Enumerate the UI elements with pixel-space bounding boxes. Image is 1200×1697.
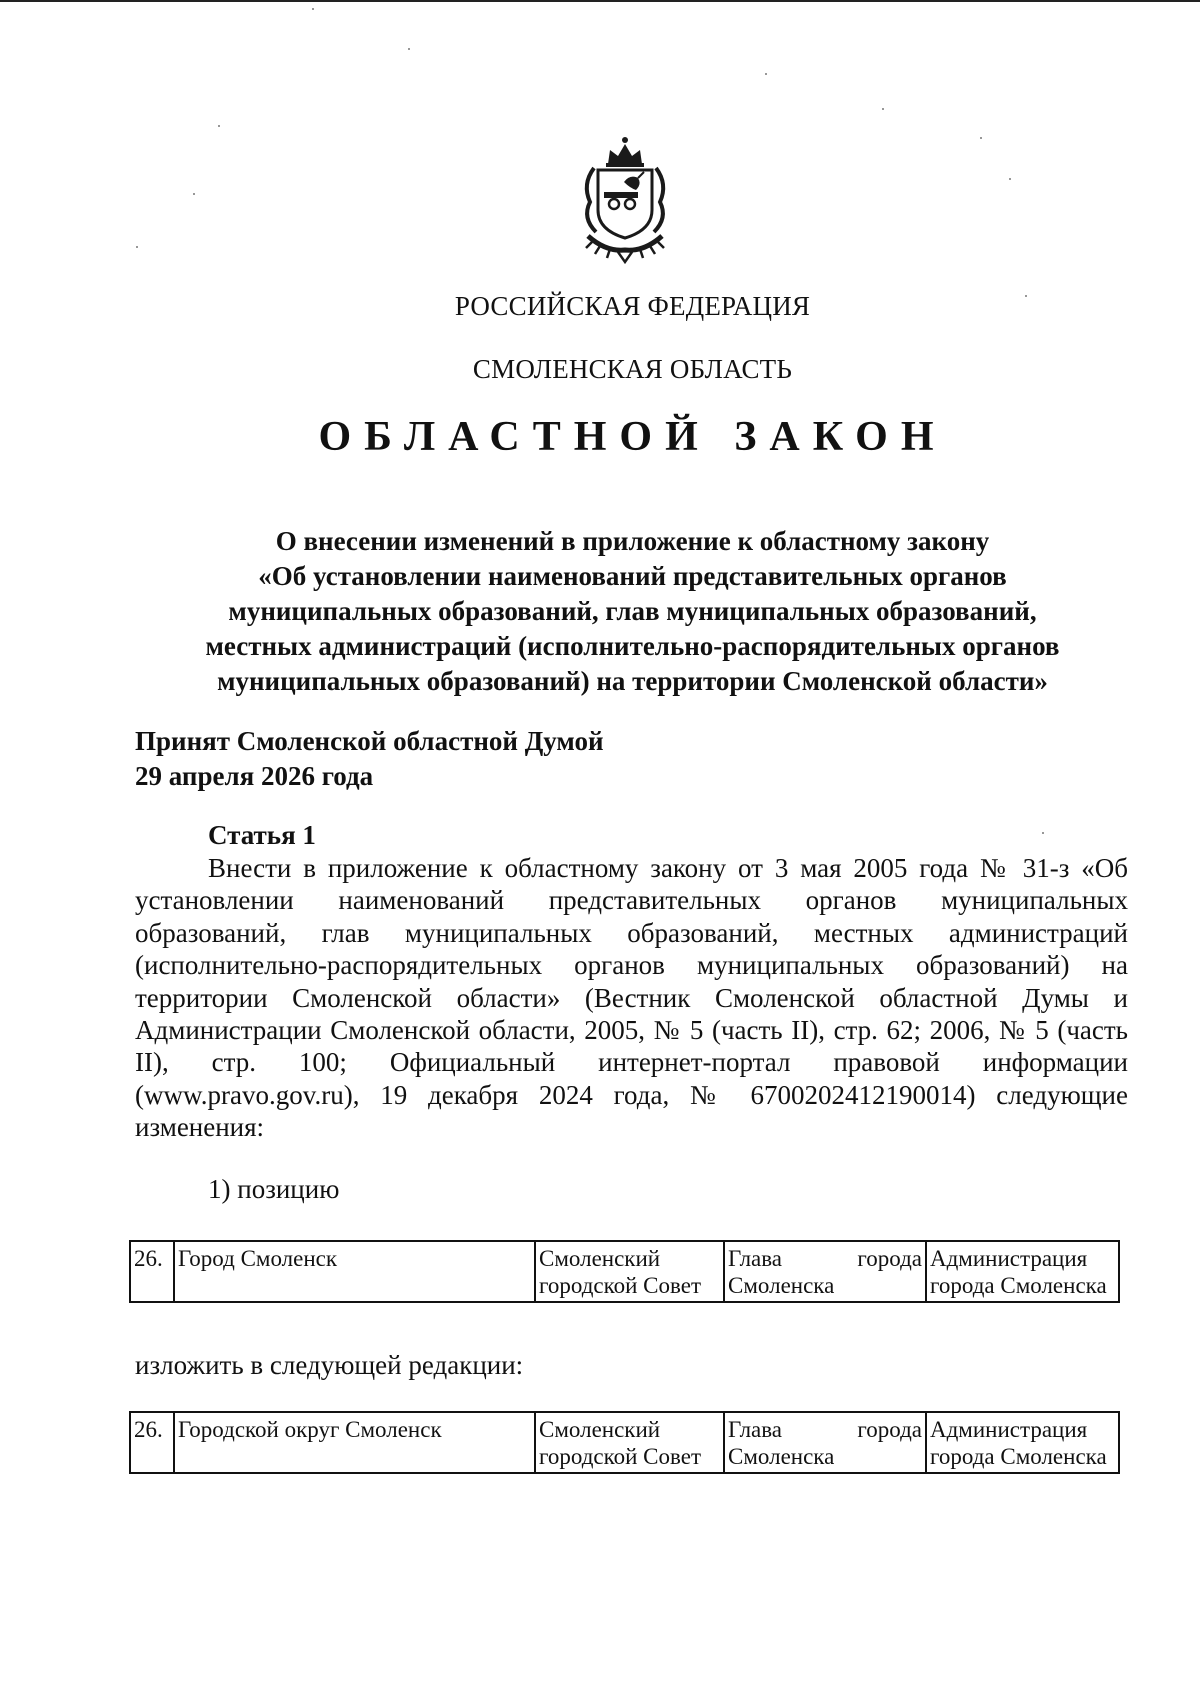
article-heading: Статья 1 <box>208 820 316 850</box>
subject-line: местных администраций (исполнительно-распорядительных органов <box>205 631 1060 661</box>
scan-speck <box>1042 832 1044 834</box>
scan-speck <box>136 246 138 248</box>
law-subject <box>0 524 1200 699</box>
scan-speck <box>882 108 884 110</box>
item-label: 1) позицию <box>208 1174 340 1204</box>
representative-body: Смоленский городской Совет <box>535 1412 724 1473</box>
article-text: Внести в приложение к областному закону от 3 мая 2005 года № 31-з «Об установлении наименований представительных органов муниципальных образований, глав муниципальных образований, местных администраций (исполнительно-распорядительных органов муниципальных образований) на территории Смоленской области» (Вестник Смоленской областной Думы и Администрации Смоленской области, 2005, № 5 (часть II), стр. 62; 2006, № 5 (часть II), стр. 100; Официальный интернет-портал правовой информации (www.pravo.gov.ru), 19 декабря 2024 года, № 6700202412190014) следующие изменения: <box>135 853 1128 1143</box>
local-administration: Администрация города Смоленска <box>926 1412 1119 1473</box>
municipality-name: Городской округ Смоленск <box>174 1412 535 1473</box>
old-position-table <box>129 1240 1120 1303</box>
smolensk-coat-of-arms-icon <box>568 128 683 266</box>
head-word: Глава <box>728 1246 783 1271</box>
scan-speck <box>1009 178 1011 180</box>
amendment-statement: изложить в следующей редакции: <box>135 1350 524 1380</box>
adoption-body: Принят Смоленской областной Думой <box>135 726 604 756</box>
scan-speck <box>980 137 982 139</box>
country-heading: РОССИЙСКАЯ ФЕДЕРАЦИЯ <box>454 291 811 321</box>
row-number: 26. <box>130 1412 174 1473</box>
municipality-name: Город Смоленск <box>174 1241 535 1302</box>
table-row <box>130 1241 1119 1302</box>
scan-speck <box>193 193 195 195</box>
scan-edge-line <box>0 0 1200 2</box>
adoption-date: 29 апреля 2026 года <box>135 761 374 791</box>
subject-line: муниципальных образований, глав муниципальных образований, <box>228 596 1037 626</box>
head-title-line <box>728 1416 922 1443</box>
head-of-municipality <box>724 1412 926 1473</box>
head-word: Глава <box>728 1417 783 1442</box>
head-word: города <box>857 1417 922 1442</box>
head-of-municipality <box>724 1241 926 1302</box>
scan-speck <box>218 125 220 127</box>
head-title-line <box>728 1245 922 1272</box>
subject-line: «Об установлении наименований представительных органов <box>258 561 1007 591</box>
scan-speck <box>765 73 767 75</box>
head-city: Смоленска <box>728 1273 835 1298</box>
scan-speck <box>408 48 410 50</box>
scan-speck <box>312 8 314 10</box>
head-word: города <box>857 1246 922 1271</box>
subject-line: муниципальных образований) на территории Смоленской области» <box>217 666 1048 696</box>
row-number: 26. <box>130 1241 174 1302</box>
representative-body: Смоленский городской Совет <box>535 1241 724 1302</box>
local-administration: Администрация города Смоленска <box>926 1241 1119 1302</box>
document-type-title: ОБЛАСТНОЙ ЗАКОН <box>318 414 947 460</box>
adoption-note <box>135 724 604 794</box>
subject-line: О внесении изменений в приложение к областному закону <box>275 526 990 556</box>
table-row <box>130 1412 1119 1473</box>
new-position-table <box>129 1411 1120 1474</box>
region-heading: СМОЛЕНСКАЯ ОБЛАСТЬ <box>472 354 793 384</box>
head-city: Смоленска <box>728 1444 835 1469</box>
